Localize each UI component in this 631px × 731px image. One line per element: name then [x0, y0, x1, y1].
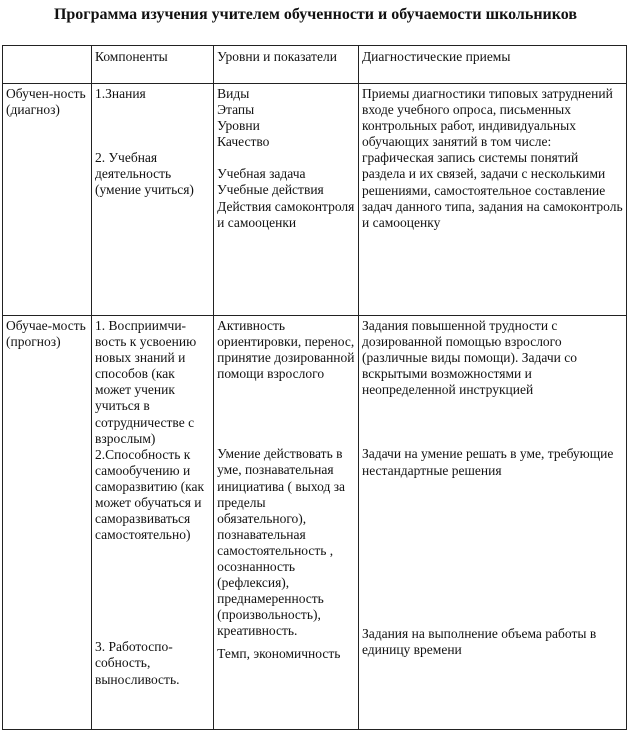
component-item: 1.Знания	[94, 86, 146, 101]
header-methods: Диагностические приемы	[358, 46, 626, 84]
page-title: Программа изучения учителем обученности и обучаемости школьников	[53, 6, 578, 23]
component-item: 3. Работоспо-собность, выносливость.	[94, 639, 180, 687]
table-header-row	[3, 46, 627, 84]
level-item: Темп, экономичность	[217, 645, 341, 661]
component-item: 2.Способность к самообучению и саморазвитию (как может обучаться и саморазвиваться самостоятельно)	[94, 446, 205, 543]
header-cell-empty	[3, 46, 92, 84]
method-item: Задачи на умение решать в уме, требующие нестандартные решения	[361, 446, 614, 478]
level-item: Виды Этапы Уровни Качество	[217, 86, 270, 150]
section-label: Обучен-ность (диагноз)	[6, 86, 86, 118]
methods-cell	[358, 316, 626, 730]
method-item: Задания повышенной трудности с дозированной помощью взрослого (различные виды помощи). Задачи со вскрытыми возможностями и неопределенной инструкцией	[361, 318, 577, 398]
section-cell	[3, 316, 92, 730]
diagnostic-table	[2, 45, 627, 730]
table-row	[3, 316, 627, 730]
section-cell	[3, 84, 92, 316]
header-components: Компоненты	[91, 46, 213, 84]
methods-cell	[358, 84, 626, 316]
component-item: 2. Учебная деятельность (умение учиться)	[94, 150, 194, 198]
level-item: Учебная задача Учебные действия Действия самоконтроля и самооценки	[217, 166, 355, 230]
component-item: 1. Восприимчи-вость к усвоению новых знаний и способов (как может ученик учиться в сотрудничестве с взрослым)	[94, 318, 197, 446]
components-cell	[91, 84, 213, 316]
level-item: Умение действовать в уме, познавательная инициатива ( выход за пределы обязательного), познавательная самостоятельность , осознанность (рефлексия), преднамеренность (произвольность), креативность.	[217, 446, 346, 639]
levels-cell	[214, 316, 359, 730]
method-item: Приемы диагностики типовых затруднений входе учебного опроса, письменных контрольных работ, индивидуальных обучающих занятий в том числе: графическая запись системы понятий раздела и их связей, задачи с несколькими решениями, самостоятельное составление задач данного типа, задания на самоконтроль и самооценку	[361, 86, 623, 230]
components-cell	[91, 316, 213, 730]
level-item: Активность ориентировки, перенос, принятие дозированной помощи взрослого	[217, 318, 355, 382]
method-item: Задания на выполнение объема работы в единицу времени	[361, 625, 597, 657]
header-levels: Уровни и показатели	[214, 46, 359, 84]
section-label: Обучае-мость (прогноз)	[6, 318, 86, 350]
levels-cell	[214, 84, 359, 316]
table-row	[3, 84, 627, 316]
